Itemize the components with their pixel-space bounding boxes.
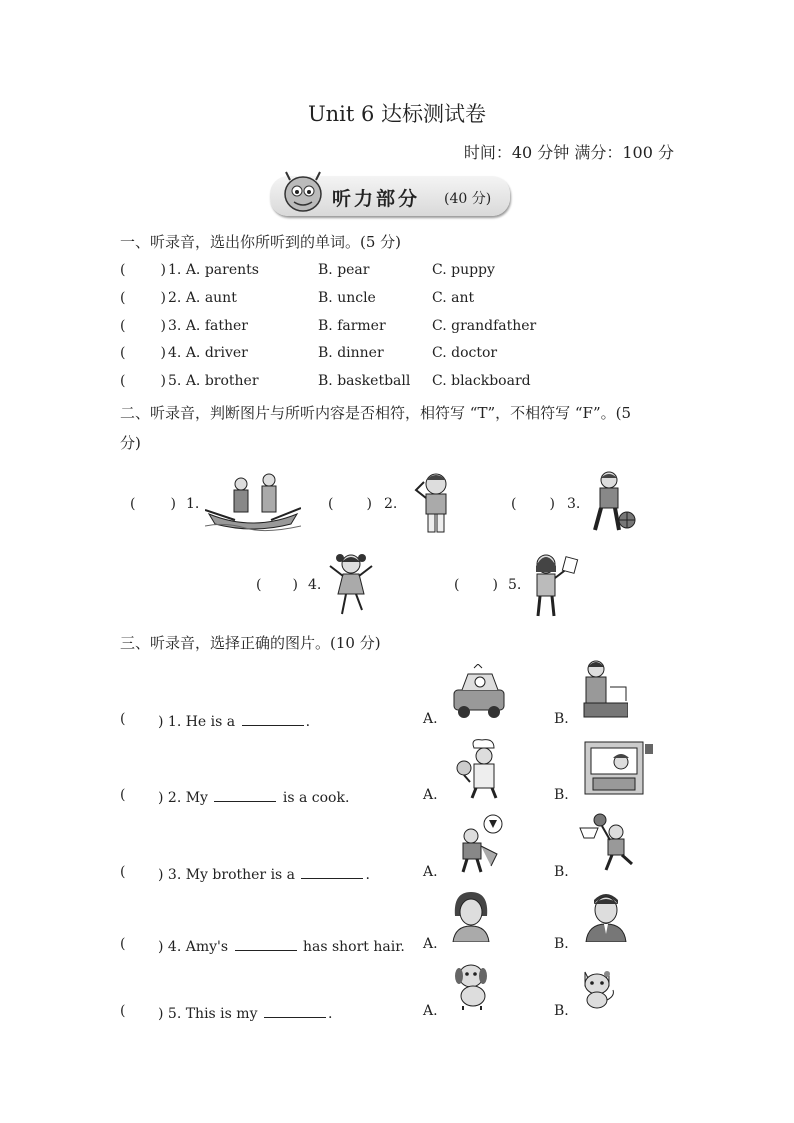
option-c: C. doctor [432,345,498,361]
man-portrait-icon [584,890,628,942]
part3-heading: 三、听录音，选择正确的图片。(10 分) [120,634,381,652]
teacher-desk-icon [580,657,628,719]
option-b: B. basketball [318,373,411,389]
part1-item-4 [120,345,540,363]
item-number: 2. [384,496,398,512]
banner-label: 听力部分 [332,188,421,210]
car-driver-icon [452,664,506,720]
sentence-text: ) 3. My brother is a [158,867,296,883]
item-number: 1. [186,496,200,512]
part3-item-5: ( ) 5. This is my . [120,1003,333,1022]
option-b: B. uncle [318,290,376,306]
item-number: 5. [508,577,522,593]
part2-heading-cont: 分) [120,434,141,452]
boy-basketball-icon [585,470,641,536]
option-c: C. ant [432,290,475,306]
option-b: B. farmer [318,318,386,334]
item-number: 3. [567,496,581,512]
option-b: B. pear [318,262,370,278]
fill-blank[interactable] [264,1003,326,1018]
option-c: C. puppy [432,262,495,278]
item-number: 4. [308,577,322,593]
option-b-label[interactable]: B. [554,1003,569,1019]
exam-meta: 时间：40 分钟 满分：100 分 [463,143,674,162]
part3-item-4: ( ) 4. Amy's has short hair. [120,936,405,955]
fill-blank[interactable] [235,936,297,951]
sentence-text: ) 2. My [158,790,208,806]
section-banner [270,176,510,216]
woman-papers-icon [526,550,582,618]
option-a-label[interactable]: A. [423,864,438,880]
cook-icon [454,738,510,800]
sentence-end: . [327,1006,333,1022]
puppy-icon [453,962,491,1010]
basketball-player-icon [578,812,640,872]
fill-blank[interactable] [214,787,276,802]
option-a: A. father [185,318,248,334]
sentence-text: ) 4. Amy's [158,939,229,955]
part2-item-1 [130,496,210,516]
item-number: 3. [168,318,182,334]
fill-blank[interactable] [242,711,304,726]
bus-driver-icon [583,740,655,798]
banner-score: (40 分) [444,191,492,207]
part3-item-3: ( ) 3. My brother is a . [120,864,370,883]
girl-dancing-icon [326,550,376,618]
boat-people-icon [205,470,301,532]
option-a: A. brother [185,373,259,389]
sentence-end: is a cook. [282,790,350,806]
option-a-label[interactable]: A. [423,1003,438,1019]
part3-item-1: ( ) 1. He is a . [120,711,311,730]
option-a-label[interactable]: A. [423,787,438,803]
part1-heading: 一、听录音，选出你所听到的单词。(5 分) [120,233,402,251]
part2-item-4 [256,577,336,597]
sentence-text: ) 1. He is a [158,714,236,730]
part2-heading: 二、听录音，判断图片与所听内容是否相符，相符写 “T”，不相符写 “F”。(5 [120,404,632,422]
part1-item-5 [120,373,540,391]
item-number: 1. [168,262,182,278]
fill-blank[interactable] [301,864,363,879]
part2-item-3 [511,496,591,516]
option-b-label[interactable]: B. [554,787,569,803]
mascot-icon [278,170,328,216]
option-c: C. blackboard [432,373,531,389]
item-number: 4. [168,345,182,361]
option-a: A. parents [185,262,259,278]
item-number: 5. [168,373,182,389]
boy-thinking-icon [402,470,472,536]
option-b: B. dinner [318,345,384,361]
sentence-end: . [305,714,311,730]
option-b-label[interactable]: B. [554,936,569,952]
woman-portrait-icon [451,890,491,942]
football-player-icon [453,814,505,876]
sentence-end: has short hair. [302,939,405,955]
item-number: 2. [168,290,182,306]
option-a-label[interactable]: A. [423,936,438,952]
part3-item-2: ( ) 2. My is a cook. [120,787,350,806]
option-c: C. grandfather [432,318,537,334]
option-b-label[interactable]: B. [554,864,569,880]
part1-item-1 [120,262,540,280]
option-a: A. driver [185,345,248,361]
option-a-label[interactable]: A. [423,711,438,727]
sentence-end: . [365,867,370,883]
part2-item-5 [454,577,534,597]
part1-item-3 [120,318,540,336]
page-title: Unit 6 达标测试卷 [307,102,487,126]
part2-item-2 [328,496,408,516]
option-a: A. aunt [185,290,237,306]
kitten-icon [577,966,617,1010]
sentence-text: ) 5. This is my [158,1006,258,1022]
option-b-label[interactable]: B. [554,711,569,727]
part1-item-2 [120,290,540,308]
